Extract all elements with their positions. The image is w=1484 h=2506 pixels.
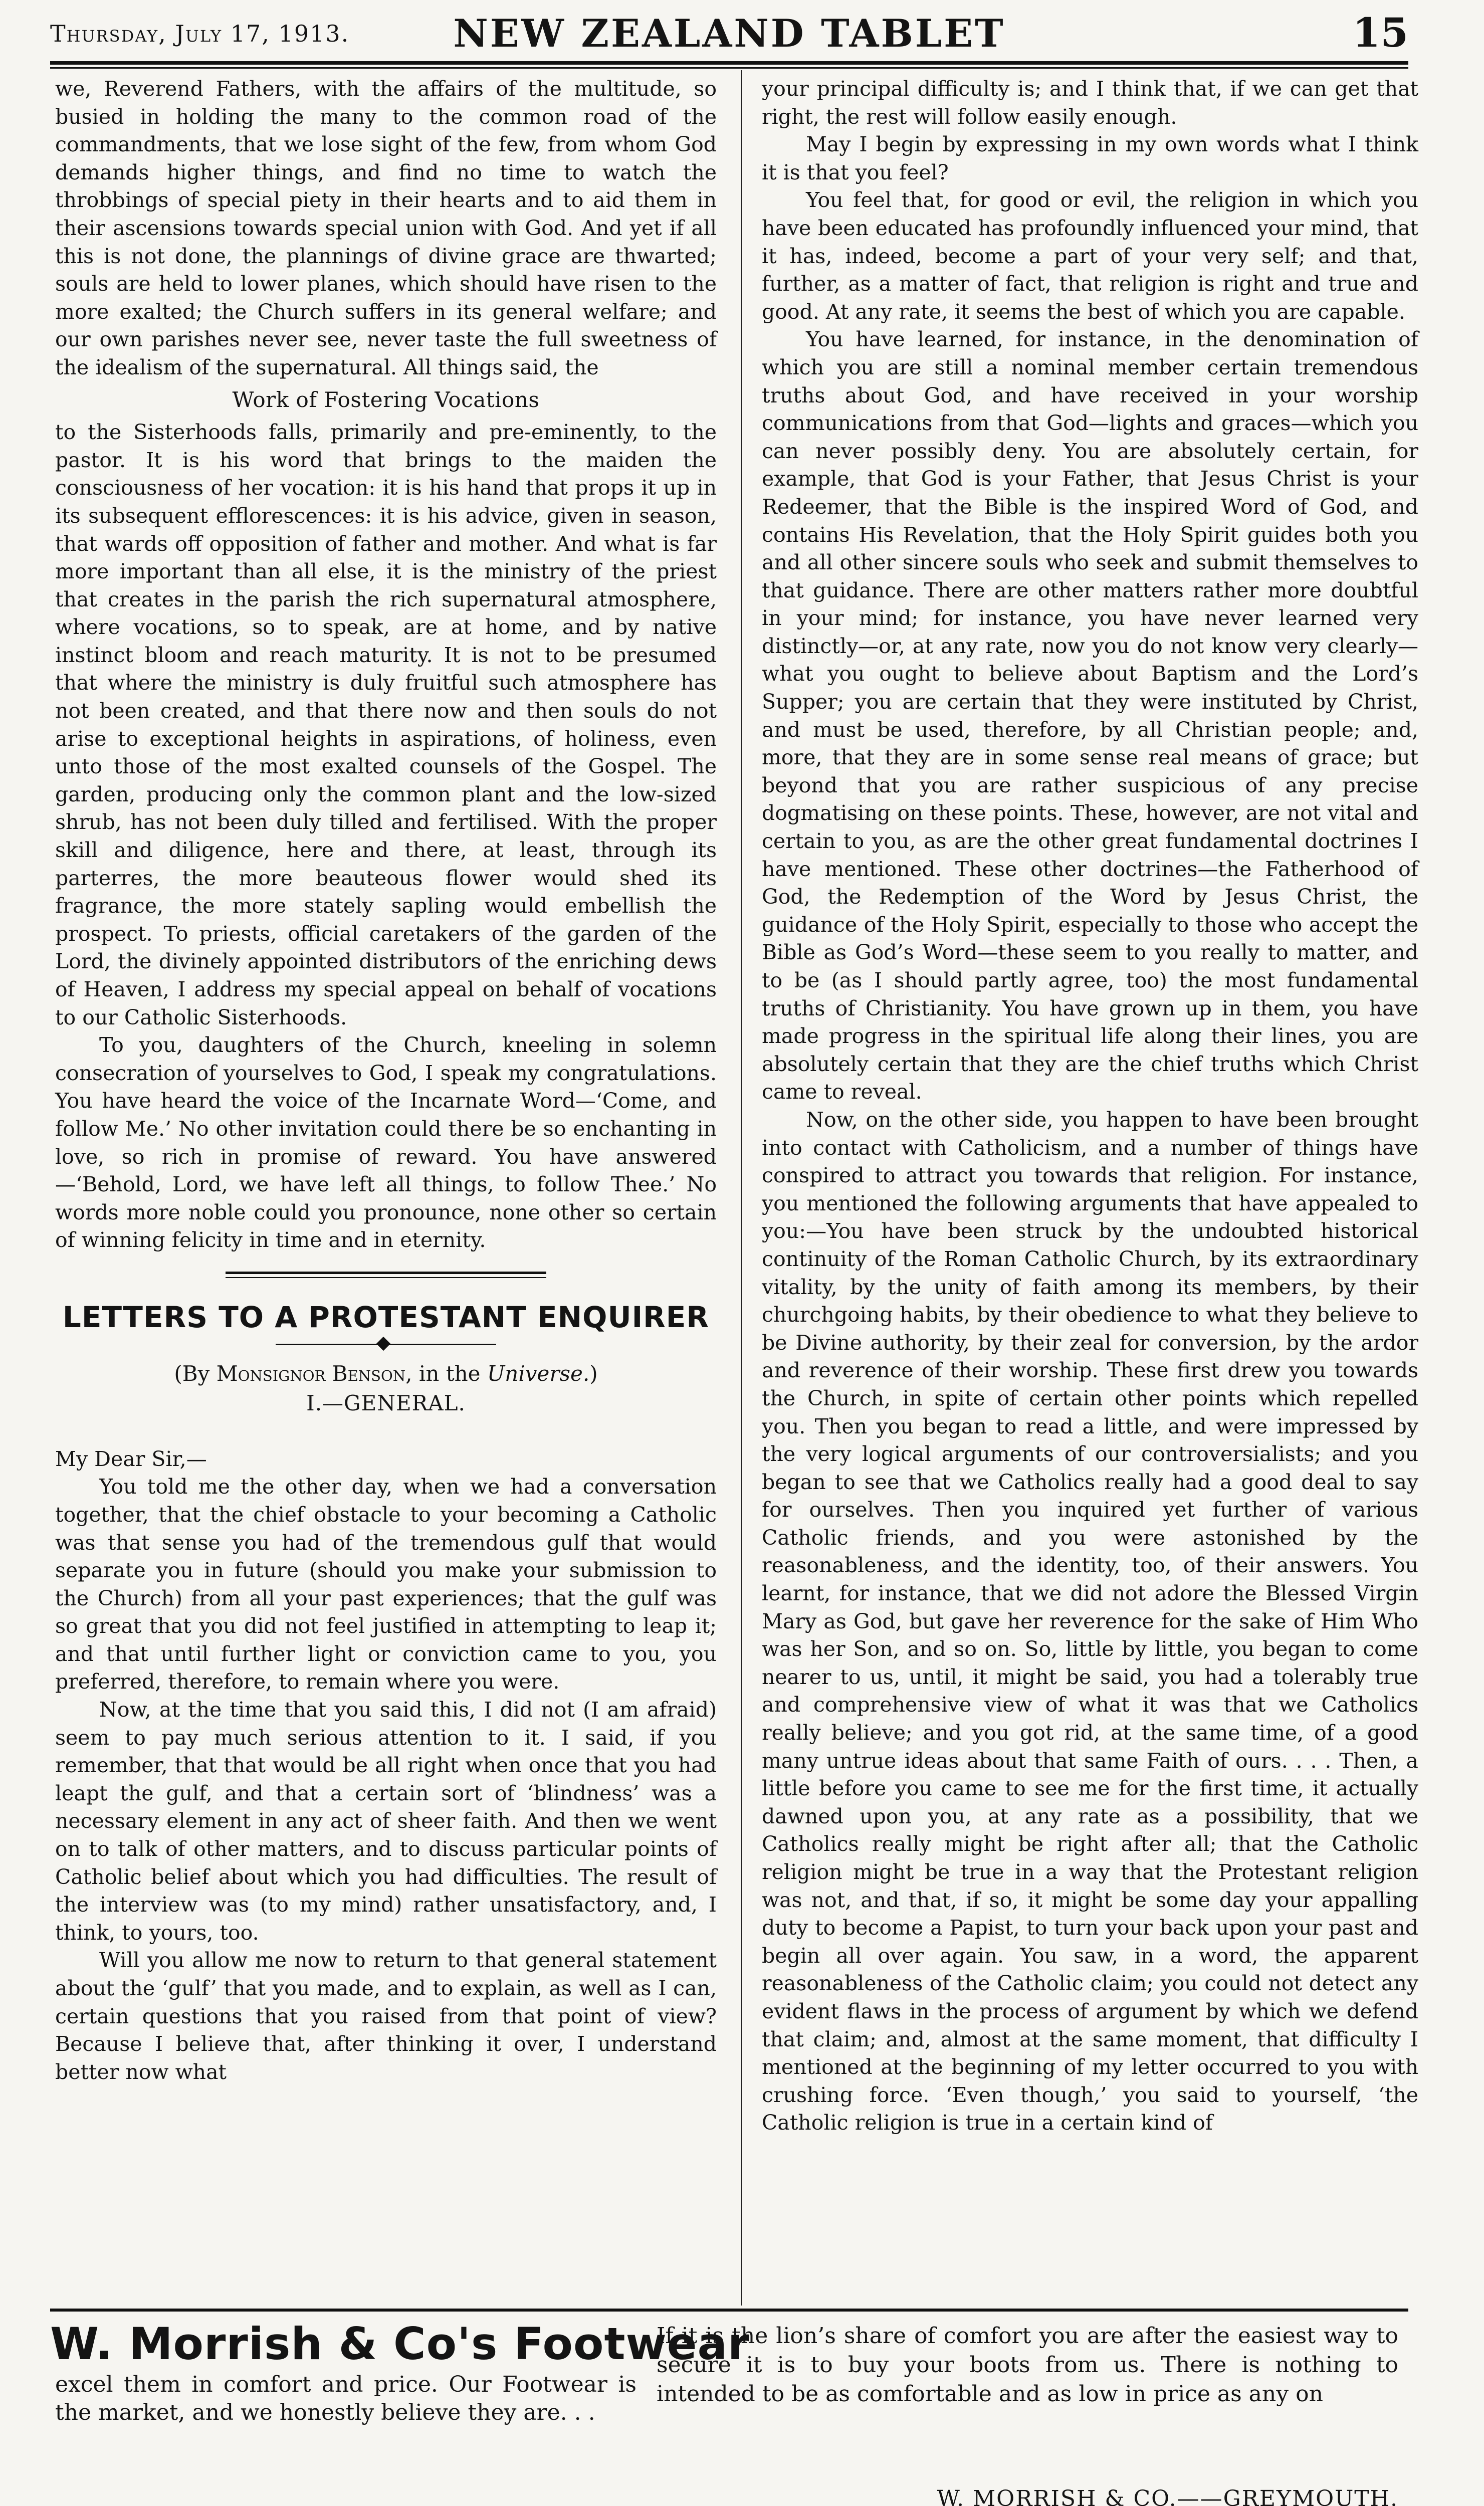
letter-paragraph-3: Will you allow me now to return to that general statement about the ‘gulf’ that you made, and to explain, as well as I can, certain questions that you raised from that point of view? Because I believe that, after thinking it over, I understand better now what xyxy=(55,1948,717,2084)
subheading-fostering-vocations: Work of Fostering Vocations xyxy=(232,387,540,412)
masthead xyxy=(50,9,1408,59)
right-column xyxy=(762,75,1418,2137)
column-divider xyxy=(741,70,742,2306)
masthead-rule-thin xyxy=(50,67,1408,69)
right-paragraph-3: You have learned, for instance, in the denomination of which you are still a nominal member certain tremendous truths about God, and have received in your worship communications from that God—lights and graces—which you can never possibly deny. You are absolutely certain, for example, that God is your Father, that Jesus Christ is your Redeemer, that the Bible is the inspired Word of God, and contains His Revelation, that the Holy Spirit guides both you and all other sincere souls who seek and submit themselves to that guidance. There are other matters rather more doubtful in your mind; for instance, you have never learned very distinctly—or, at any rate, now you do not know very clearly—what you ought to believe about Baptism and the Lord’s Supper; you are certain that they were instituted by Christ, and must be used, therefore, by all Christian people; and, more, that they are in some sense real means of grace; but beyond that you are rather suspicious of any precise dogmatising on these points. These, however, are not vital and certain to you, as are the other great fundamental doctrines I have mentioned. These other doctrines—the Fatherhood of God, the Redemption of the Word by Jesus Christ, the guidance of the Holy Spirit, especially to those who accept the Bible as God’s Word—these seem to you really to matter, and to be (as I should partly agree, too) the most fundamental truths of Christianity. You have grown up in them, you have made progress in the spiritual life along their lines, you are absolutely certain that they are the chief truths which Christ came to reveal. xyxy=(762,327,1418,1104)
right-paragraph-continued: your principal difficulty is; and I think that, if we can get that right, the rest will follow easily enough. xyxy=(762,77,1418,129)
right-paragraph-2: You feel that, for good or evil, the religion in which you have been educated has profoundly influenced your mind, that it has, indeed, become a part of your very self; and that, further, as a matter of fact, that religion is right and true and good. At any rate, it seems the best of which you are capable. xyxy=(762,188,1418,324)
ad-right-text: If it is the lion’s share of comfort you are after the easiest way to secure it is to buy your boots from us. There is nothing to intended to be as comfortable and as low in price as any on xyxy=(657,2323,1398,2407)
masthead-rule-thick xyxy=(50,61,1408,65)
issue-date: Thursday, July 17, 1913. xyxy=(50,20,350,47)
right-paragraph-1: May I begin by expressing in my own words what I think it is that you feel? xyxy=(762,132,1418,184)
byline-source: Universe. xyxy=(487,1361,590,1386)
letter-paragraph-2: Now, at the time that you said this, I did not (I am afraid) seem to pay much serious attention to it. I said, if you remember, that that would be all right when once that you had leapt the gulf, and that a certain sort of ‘blindness’ was a necessary element in any act of sheer faith. And then we went on to talk of other matters, and to discuss particular points of Catholic belief about which you had difficulties. The result of the interview was (to my mind) rather unsatisfactory, and, I think, to yours, too. xyxy=(55,1698,717,1945)
ad-signature: W. MORRISH & CO.——GREYMOUTH. xyxy=(937,2486,1398,2506)
right-paragraph-4: Now, on the other side, you happen to have been brought into contact with Catholicism, and a number of things have conspired to attract you towards that religion. For instance, you mentioned the following arguments that have appealed to you:—You have been struck by the undoubted historical continuity of the Roman Catholic Church, by its extraordinary vitality, by the unity of faith among its members, by their churchgoing habits, by their obedience to what they believe to be Divine authority, by their zeal for conversion, by the ardor and reverence of their worship. These first drew you towards the Church, in spite of certain other points which repelled you. Then you began to read a little, and were impressed by the very logical arguments of our controversialists; and you began to see that we Catholics really had a good deal to say for ourselves. Then you inquired yet further of various Catholic friends, and you were astonished by the reasonableness, and the identity, too, of their answers. You learnt, for instance, that we did not adore the Blessed Virgin Mary as God, but gave her reverence for the sake of Him Who was her Son, and so on. So, little by little, you began to come nearer to us, until, it might be said, you had a tolerably true and comprehensive view of what it was that we Catholics really believe; and you got rid, at the same time, of a good many untrue ideas about that same Faith of ours. . . . Then, a little before you came to see me for the first time, it actually dawned upon you, at any rate as a possibility, that we Catholics really might be right after all; that the Catholic religion might be true in a way that the Protestant religion was not, and that, if so, it might be some day your appalling duty to become a Papist, to turn your back upon your past and begin all over again. You saw, in a word, the apparent reasonableness of the Catholic claim; you could not detect any evident flaws in the process of argument by which we defend that claim; and, almost at the same moment, that difficulty I mentioned at the beginning of my letter occurred to you with crushing force. ‘Even though,’ you said to yourself, ‘the Catholic religion is true in a certain kind of xyxy=(762,1107,1418,2135)
salutation: My Dear Sir,— xyxy=(55,1446,207,1471)
paragraph-continued: we, Reverend Fathers, with the affairs of the multitude, so busied in holding the many to the common road of the commandments, that we lose sight of the few, from whom God demands higher things, and find no time to watch the throbbings of special piety in their hearts and to aid them in their ascensions towards special union with God. And yet if all this is not done, the plannings of divine grace are thwarted; souls are held to lower planes, which should have risen to the more exalted; the Church suffers in its general welfare; and our own parishes never see, never taste the full sweetness of the idealism of the supernatural. All things said, the xyxy=(55,77,717,379)
letter-paragraph-1: You told me the other day, when we had a conversation together, that the chief obstacle to your becoming a Catholic was that sense you had of the tremendous gulf that would separate you in future (should you make your submission to the Church) from all your past experiences; that the gulf was so great that you did not feel justified in attempting to leap it; and that until further light or conviction came to you, you preferred, therefore, to remain where you were. xyxy=(55,1475,717,1694)
part-heading: I.—GENERAL. xyxy=(306,1391,466,1416)
newspaper-title: NEW ZEALAND TABLET xyxy=(453,11,1005,56)
left-column xyxy=(55,75,717,2086)
article-title: LETTERS TO A PROTESTANT ENQUIRER xyxy=(62,1300,710,1334)
byline: (By Monsignor Benson, in the Universe.) xyxy=(174,1361,598,1386)
page-number: 15 xyxy=(1352,9,1408,56)
paragraph-sisterhoods: to the Sisterhoods falls, primarily and pre-eminently, to the pastor. It is his word that brings to the maiden the consciousness of her vocation: it is his hand that props it up in its subsequent efflorescences: it is his advice, given in season, that wards off opposition of father and mother. And what is far more important than all else, it is the ministry of the priest that creates in the parish the rich supernatural atmosphere, where vocations, so to speak, are at home, and by native instinct bloom and reach maturity. It is not to be presumed that where the ministry is duly fruitful such atmosphere has not been created, and that there now and then souls do not arise to exceptional heights in aspirations, of holiness, even unto those of the most exalted counsels of the Gospel. The garden, producing only the common plant and the low-sized shrub, has not been duly tilled and fertilised. With the proper skill and diligence, here and there, at least, through its parterres, the more beauteous flower would shed its fragrance, the more stately sapling would embellish the prospect. To priests, official caretakers of the garden of the Lord, the divinely appointed distributors of the enriching dews of Heaven, I address my special appeal on behalf of vocations to our Catholic Sisterhoods. xyxy=(55,420,717,1029)
byline-author: Monsignor Benson, xyxy=(216,1361,412,1386)
ad-left-text: excel them in comfort and price. Our Footwear is the market, and we honestly believe they are. . . xyxy=(55,2372,637,2425)
paragraph-daughters: To you, daughters of the Church, kneeling in solemn consecration of yourselves to God, I speak my congratulations. You have heard the voice of the Incarnate Word—‘Come, and follow Me.’ No other invitation could there be so enchanting in love, so rich in promise of reward. You have answered—‘Behold, Lord, we have left all things, to follow Thee.’ No words more noble could you pronounce, none other so certain of winning felicity in time and in eternity. xyxy=(55,1033,717,1252)
diamond-ornament xyxy=(55,1335,717,1355)
section-separator xyxy=(55,1262,717,1292)
ad-headline: W. Morrish & Co's Footwear xyxy=(50,2318,750,2370)
footer-rule-top xyxy=(50,2309,1408,2312)
